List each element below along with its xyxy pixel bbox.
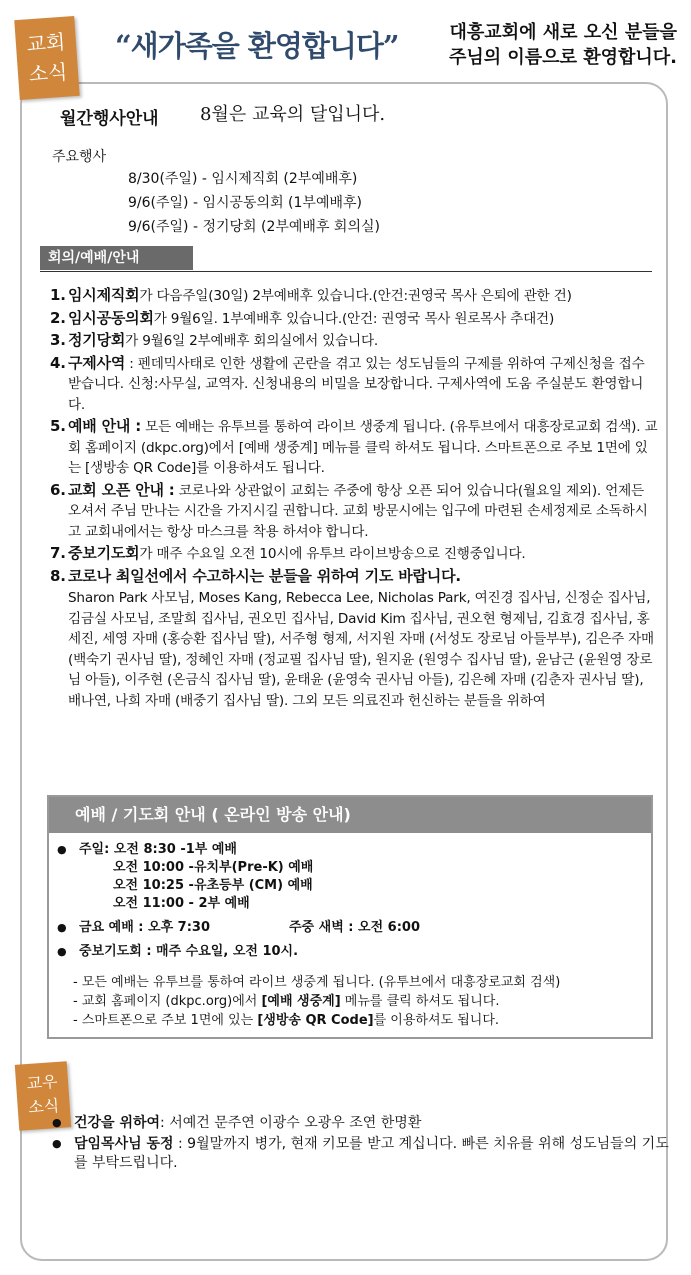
friday-schedule <box>55 919 651 937</box>
item-title: 중보기도회 <box>68 544 140 562</box>
item-title: 코로나 최일선에서 수고하시는 분들을 위하여 기도 바랍니다. <box>68 566 461 585</box>
announcement-item <box>50 330 658 352</box>
item-text: 가 다음주일(30일) 2부예배후 있습니다.(안건:권영국 목사 은퇴에 관한 건) <box>139 288 572 304</box>
health-names: : 서예건 문주연 이광수 오광우 조연 한명환 <box>160 1115 422 1131</box>
event-item: 9/6(주일) - 정기당회 (2부예배후 회의실) <box>128 219 380 235</box>
event-item: 9/6(주일) - 임시공동의회 (1부예배후) <box>128 195 362 211</box>
health-prayer-item <box>50 1114 670 1133</box>
note-line: - 스마트폰으로 주보 1면에 있는 [생방송 QR Code]를 이용하셔도 됩니다. <box>73 1013 500 1028</box>
wednesday-prayer: 중보기도회 : 매주 수요일, 오전 10시. <box>79 944 299 959</box>
page-title: “새가족을 환영합니다” <box>115 29 399 63</box>
bullet-icon: ● <box>52 1137 62 1150</box>
item-number: 2. <box>50 308 66 327</box>
pastor-news-item <box>50 1135 670 1173</box>
item-text: 모든 예배는 유투브를 통하여 라이브 생중계 됩니다. (유투브에서 대흥장로교회 검색). 교회 홈페이지 (dkpc.org)에서 [예배 생중계] 메뉴를 클릭 하셔도 됩니다. 스마트폰으로 주보 1면에 있는 [생방송 QR Code]를 이용하셔도 됩니다. <box>68 419 658 476</box>
announcement-item <box>50 285 658 307</box>
bullet-icon: ● <box>57 843 67 856</box>
sunday-sub-item: 오전 10:00 -유치부(Pre-K) 예배 <box>113 860 314 875</box>
welcome-message <box>405 20 677 70</box>
tag-line-2: 소식 <box>27 1095 60 1118</box>
announcement-item <box>50 416 658 479</box>
sunday-schedule <box>55 841 651 859</box>
item-title: 교회 오픈 안내 : <box>68 480 175 499</box>
bullet-icon: ● <box>52 1116 62 1129</box>
pastor-title: 담임목사님 동정 <box>74 1136 174 1152</box>
announcement-item <box>50 566 658 588</box>
item-number: 8. <box>50 566 66 585</box>
item-text: : 펜데믹사태로 인한 생활에 곤란을 겪고 있는 성도님들의 구제를 위하여 구제신청을 접수 받습니다. 신청:사무실, 교역자. 신청내용의 비밀을 보장합니다. 구제사역에 도움 주실분도 환영합니다. <box>68 355 645 413</box>
announcement-item <box>50 480 658 543</box>
item-title: 임시제직회 <box>68 286 140 304</box>
member-news-list <box>50 1114 670 1173</box>
item-number: 6. <box>50 480 66 499</box>
monthly-theme: 8월은 교육의 달입니다. <box>200 104 386 125</box>
sunday-label: 주일: 오전 8:30 -1부 예배 <box>79 842 237 857</box>
bullet-icon: ● <box>57 945 67 958</box>
broadcast-notes <box>55 973 651 1030</box>
church-news-tag <box>14 16 79 100</box>
item-title: 예배 안내 : <box>68 417 142 435</box>
health-title: 건강을 위하여 <box>74 1115 161 1131</box>
section-divider <box>40 271 652 272</box>
monthly-events-title: 월간행사안내 <box>60 109 159 129</box>
note-line: - 모든 예배는 유투브를 통하여 라이브 생중계 됩니다. (유투브에서 대흥장로교회 검색) <box>73 975 561 990</box>
item-text: 가 매주 수요일 오전 10시에 유투브 라이브방송으로 진행중입니다. <box>139 546 526 562</box>
event-item: 8/30(주일) - 임시제직회 (2부예배후) <box>128 171 358 187</box>
note-line: - 교회 홈페이지 (dkpc.org)에서 [예배 생중계] 메뉴를 클릭 하셔도 됩니다. <box>73 994 500 1009</box>
announcement-item <box>50 543 658 565</box>
pastor-text: : 9월말까지 병가, 현재 키모를 받고 계십니다. 빠른 치유를 위해 성도님들의 기도를 부탁드립니다. <box>74 1136 669 1171</box>
item-text: 코로나와 상관없이 교회는 주중에 항상 오픈 되어 있습니다(월요일 제외). 언제든 오셔서 주님 만나는 시간을 가지시길 권합니다. 교회 방문시에는 입구에 마련된 손세정제로 소독하시고 교회내에서는 항상 마스크를 착용 하셔야 합니다. <box>68 482 648 540</box>
worship-box-title: 예배 / 기도회 안내 ( 온라인 방송 안내) <box>49 797 651 833</box>
dawn-prayer: 주중 새벽 : 오전 6:00 <box>289 920 420 935</box>
item-text: 가 9월6일. 1부예배후 있습니다.(안건: 권영국 목사 원로목사 추대건) <box>153 310 555 327</box>
wednesday-schedule <box>55 943 651 961</box>
item-number: 1. <box>50 286 66 304</box>
announcement-item <box>50 353 658 416</box>
friday-worship: 금요 예배 : 오후 7:30 <box>79 920 210 935</box>
item-number: 5. <box>50 417 66 435</box>
item-number: 7. <box>50 544 66 562</box>
item-number: 4. <box>50 353 66 372</box>
tag-line-2: 소식 <box>27 59 69 87</box>
bullet-icon: ● <box>57 921 67 934</box>
item-text: 가 9월6일 2부예배후 회의실에서 있습니다. <box>125 333 379 349</box>
prayer-names: Sharon Park 사모님, Moses Kang, Rebecca Lee, Nicholas Park, 여진경 집사님, 신정순 집사님, 김금실 사모님, 조말희 집사님, 권오민 집사님, David Kim 집사님, 권오현 형제님, 김효경 집사님, 홍세진, 세영 자매 (홍승환 집사님 딸), 서주형 형제, 서지원 자매 (서성도 장로님 아들부부), 김은주 자매 (백숙기 권사님 딸), 정혜인 자매 (정교필 집사님 딸), 원지윤 (원영수 집사님 딸), 윤남근 (윤원영 장로님 아들), 이주현 (온금식 집사님 딸), 윤태윤 (윤영숙 권사님 아들), 김은혜 자매 (김춘자 권사님 딸), 배나연, 나희 자매 (배중기 집사님 딸). 그외 모든 의료진과 헌신하는 분들을 위하여 <box>68 590 654 709</box>
welcome-line-1: 대흥교회에 새로 오신 분들을 <box>449 22 677 43</box>
item-title: 임시공동의회 <box>68 308 154 327</box>
sunday-sub-item: 오전 10:25 -유초등부 (CM) 예배 <box>113 878 313 893</box>
tag-line-1: 교회 <box>25 29 67 57</box>
main-events-label: 주요행사 <box>52 149 107 165</box>
welcome-line-2: 주님의 이름으로 환영합니다. <box>448 47 677 68</box>
item-title: 구제사역 <box>68 353 126 372</box>
item-number: 3. <box>50 331 66 349</box>
section-header: 회의/예배/안내 <box>40 246 193 270</box>
announcement-list <box>50 285 658 711</box>
tag-line-1: 교우 <box>25 1071 59 1094</box>
announcement-item <box>50 308 658 330</box>
item-title: 정기당회 <box>68 331 126 349</box>
worship-schedule-box <box>47 795 653 1039</box>
sunday-sub-item: 오전 11:00 - 2부 예배 <box>113 896 250 911</box>
